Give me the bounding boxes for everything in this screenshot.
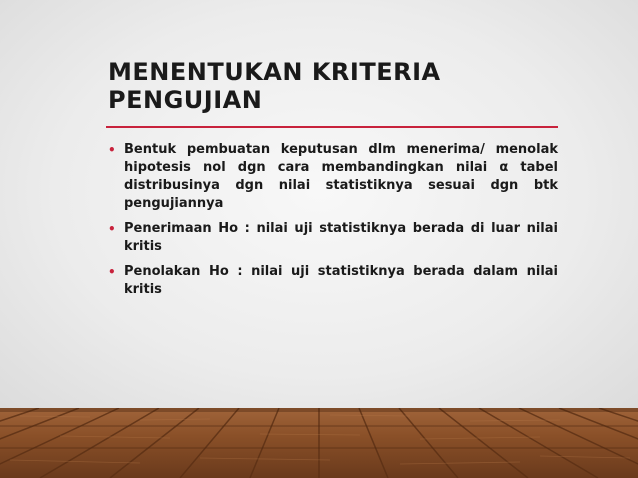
bullet-list bbox=[106, 141, 558, 306]
bullet-icon: • bbox=[108, 143, 116, 157]
wood-floor bbox=[0, 408, 638, 478]
bullet-text: Penerimaan Ho : nilai uji statistiknya berada di luar nilai kritis bbox=[124, 221, 558, 254]
title-underline bbox=[106, 126, 558, 128]
bullet-item bbox=[106, 141, 558, 213]
bullet-text: Bentuk pembuatan keputusan dlm menerima/ menolak hipotesis nol dgn cara membandingkan nilai α tabel distribusinya dgn nilai statistiknya sesuai dgn btk pengujiannya bbox=[124, 142, 558, 211]
slide-title: MENENTUKAN KRITERIA PENGUJIAN bbox=[108, 58, 441, 114]
bullet-icon: • bbox=[108, 265, 116, 279]
bullet-icon: • bbox=[108, 222, 116, 236]
bullet-text: Penolakan Ho : nilai uji statistiknya berada dalam nilai kritis bbox=[124, 264, 558, 297]
bullet-item bbox=[106, 263, 558, 299]
bullet-item bbox=[106, 220, 558, 256]
wood-planks bbox=[0, 408, 638, 478]
